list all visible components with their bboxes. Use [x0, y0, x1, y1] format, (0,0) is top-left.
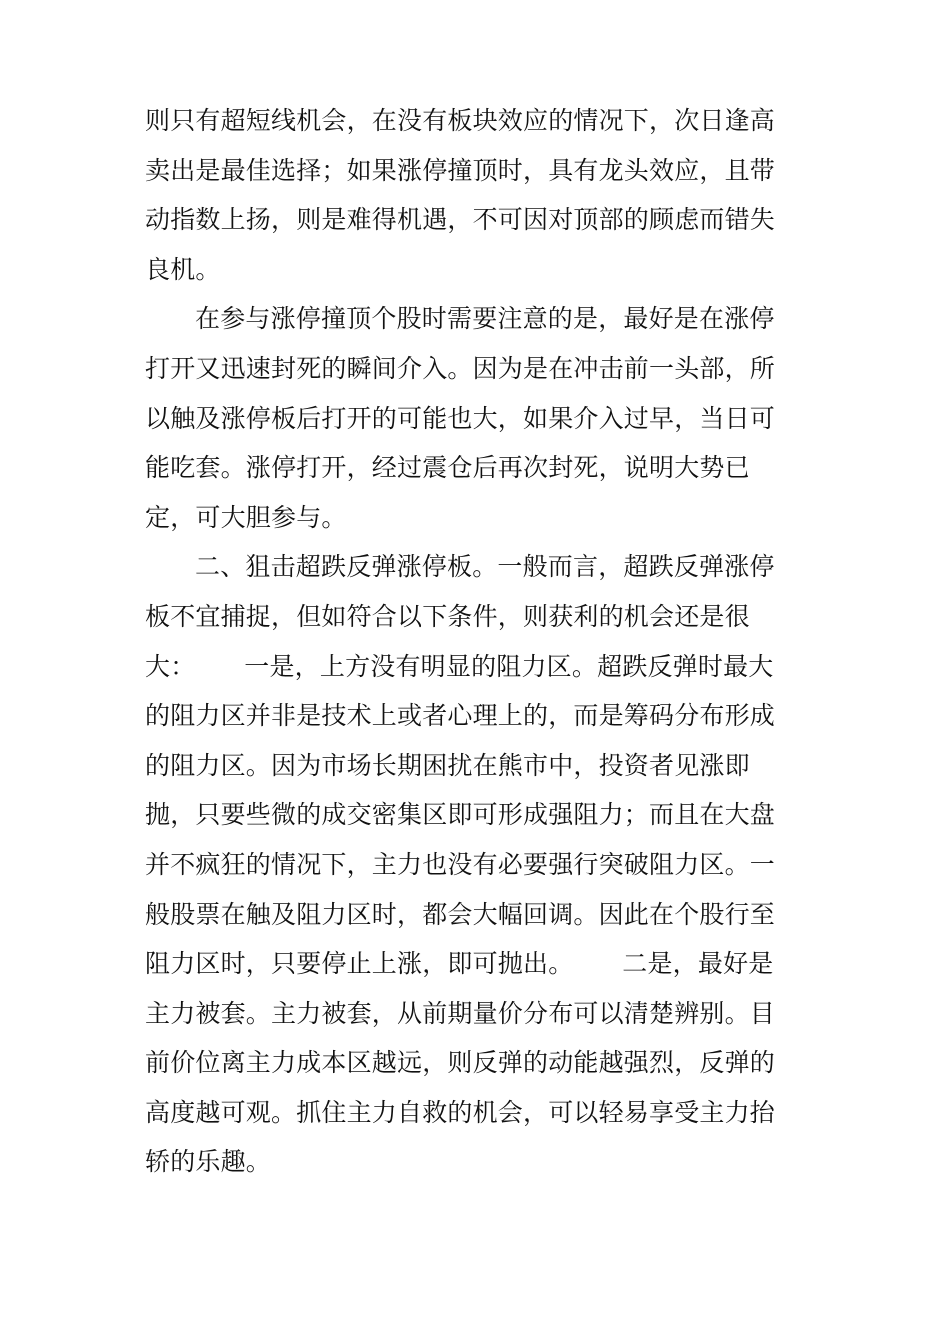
body-text [145, 96, 785, 1187]
text-line: 打开又迅速封死的瞬间介入。因为是在冲击前一头部，所 [145, 353, 776, 383]
text-line: 高度越可观。抓住主力自救的机会，可以轻易享受主力抬 [145, 1097, 776, 1127]
text-line: 良机。 [145, 254, 221, 284]
text-line: 的阻力区并非是技术上或者心理上的，而是筹码分布形成 [145, 701, 776, 731]
paragraph-start-line: 二、狙击超跌反弹涨停板。一般而言，超跌反弹涨停 [195, 552, 775, 582]
text-line: 般股票在触及阻力区时，都会大幅回调。因此在个股行至 [145, 899, 776, 929]
text-line: 大： 一是，上方没有明显的阻力区。超跌反弹时最大 [145, 651, 774, 681]
text-line: 前价位离主力成本区越远，则反弹的动能越强烈，反弹的 [145, 1048, 776, 1078]
text-line: 抛，只要些微的成交密集区即可形成强阻力；而且在大盘 [145, 800, 776, 830]
text-line: 动指数上扬，则是难得机遇，不可因对顶部的顾虑而错失 [145, 205, 776, 235]
text-line: 以触及涨停板后打开的可能也大，如果介入过早，当日可 [145, 403, 776, 433]
text-line: 能吃套。涨停打开，经过震仓后再次封死，说明大势已 [145, 453, 750, 483]
text-line: 阻力区时，只要停止上涨，即可抛出。 二是，最好是 [145, 949, 774, 979]
paragraph-start-line: 在参与涨停撞顶个股时需要注意的是，最好是在涨停 [195, 304, 775, 334]
text-line: 的阻力区。因为市场长期困扰在熊市中，投资者见涨即 [145, 750, 750, 780]
text-line: 主力被套。主力被套，从前期量价分布可以清楚辨别。目 [145, 998, 776, 1028]
text-line: 卖出是最佳选择；如果涨停撞顶时，具有龙头效应，且带 [145, 155, 776, 185]
text-line: 轿的乐趣。 [145, 1147, 272, 1177]
text-line: 定，可大胆参与。 [145, 502, 347, 532]
text-line: 板不宜捕捉，但如符合以下条件，则获利的机会还是很 [145, 601, 750, 631]
text-line: 则只有超短线机会，在没有板块效应的情况下，次日逢高 [145, 106, 776, 135]
text-line: 并不疯狂的情况下，主力也没有必要强行突破阻力区。一 [145, 849, 776, 879]
